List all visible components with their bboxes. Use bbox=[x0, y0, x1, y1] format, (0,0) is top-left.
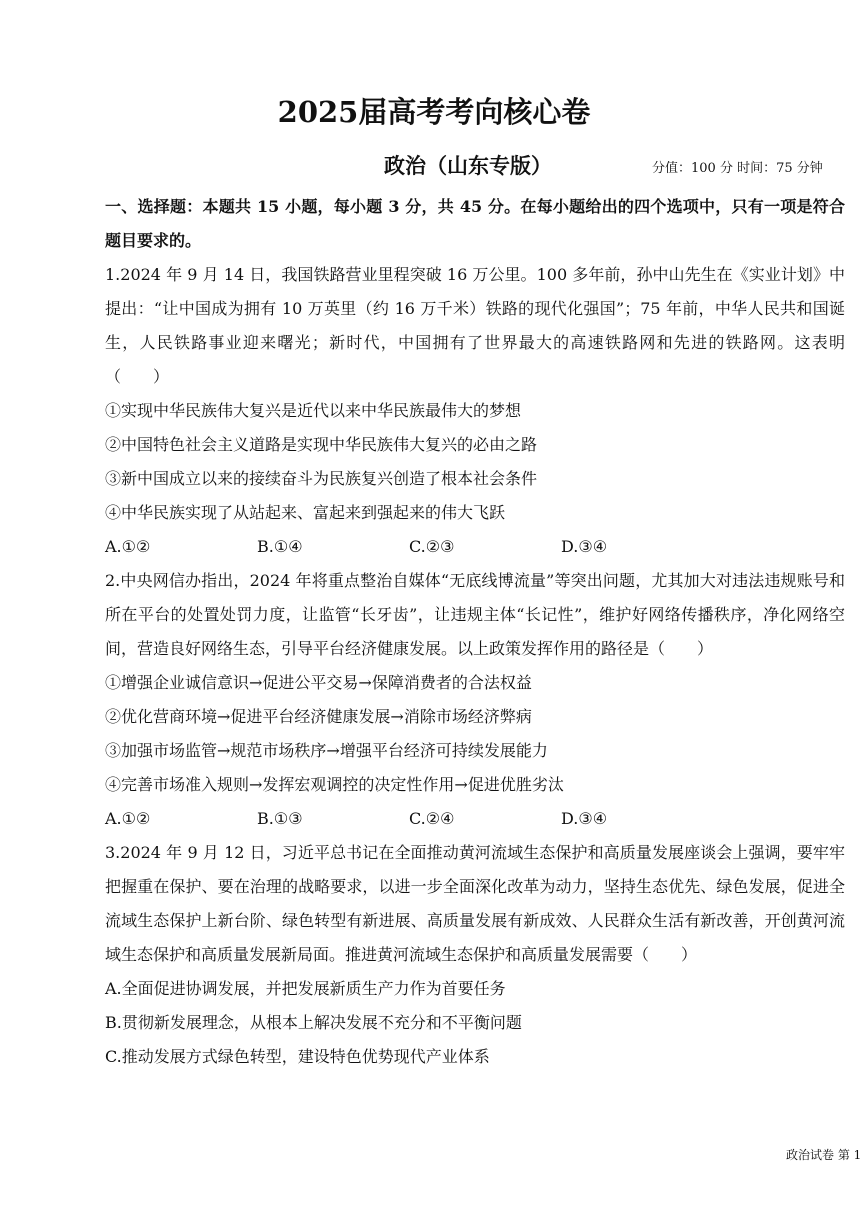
exam-content bbox=[105, 190, 845, 1074]
question-1-item: ④中华民族实现了从站起来、富起来到强起来的伟大飞跃 bbox=[105, 503, 506, 522]
question-2-item: ③加强市场监管→规范市场秩序→增强平台经济可持续发展能力 bbox=[105, 741, 548, 760]
section-heading: 一、选择题：本题共 15 小题，每小题 3 分，共 45 分。在每小题给出的四个选项中，只有一项是符合题目要求的。 bbox=[105, 197, 845, 250]
option-b: B.①③ bbox=[257, 809, 303, 828]
option-c: C.②③ bbox=[409, 537, 455, 556]
question-3-option-b: B.贯彻新发展理念，从根本上解决发展不充分和不平衡问题 bbox=[105, 1013, 522, 1032]
question-3-option-a: A.全面促进协调发展，并把发展新质生产力作为首要任务 bbox=[105, 979, 506, 998]
question-1-item: ③新中国成立以来的接续奋斗为民族复兴创造了根本社会条件 bbox=[105, 469, 538, 488]
question-1-options bbox=[105, 530, 845, 564]
option-b: B.①④ bbox=[257, 537, 303, 556]
option-a: A.①② bbox=[105, 537, 151, 556]
exam-title: 2025届高考考向核心卷 bbox=[277, 95, 591, 129]
question-2-stem: 2.中央网信办指出，2024 年将重点整治自媒体“无底线博流量”等突出问题，尤其加大对违法违规账号和所在平台的处置处罚力度，让监管“长牙齿”，让违规主体“长记性”，维护好网络传播秩序，净化网络空间，营造良好网络生态，引导平台经济健康发展。以上政策发挥作用的路径是（ ） bbox=[105, 571, 845, 658]
option-c: C.②④ bbox=[409, 809, 455, 828]
question-3-stem: 3.2024 年 9 月 12 日，习近平总书记在全面推动黄河流域生态保护和高质量发展座谈会上强调，要牢牢把握重在保护、要在治理的战略要求，以进一步全面深化改革为动力，坚持生态优先、绿色发展，促进全流域生态保护上新台阶、绿色转型有新进展、高质量发展有新成效、人民群众生活有新改善，开创黄河流域生态保护和高质量发展新局面。推进黄河流域生态保护和高质量发展需要（ ） bbox=[105, 843, 845, 964]
option-d: D.③④ bbox=[561, 537, 608, 556]
question-2-item: ④完善市场准入规则→发挥宏观调控的决定性作用→促进优胜劣汰 bbox=[105, 775, 564, 794]
score-time-info: 分值：100 分 时间：75 分钟 bbox=[652, 161, 823, 176]
exam-subject: 政治（山东专版） bbox=[384, 153, 552, 178]
question-2-options bbox=[105, 802, 845, 836]
question-3-option-c: C.推动发展方式绿色转型，建设特色优势现代产业体系 bbox=[105, 1047, 490, 1066]
question-1-stem: 1.2024 年 9 月 14 日，我国铁路营业里程突破 16 万公里。100 多年前，孙中山先生在《实业计划》中提出：“让中国成为拥有 10 万英里（约 16 万千米）铁路的现代化强国”；75 年前，中华人民共和国诞生，人民铁路事业迎来曙光；新时代，中国拥有了世界最大的高速铁路网和先进的铁路网。这表明（ ） bbox=[105, 265, 845, 386]
question-1-item: ②中国特色社会主义道路是实现中华民族伟大复兴的必由之路 bbox=[105, 435, 538, 454]
option-d: D.③④ bbox=[561, 809, 608, 828]
question-2-item: ①增强企业诚信意识→促进公平交易→保障消费者的合法权益 bbox=[105, 673, 532, 692]
page-footer: 政治试卷 第 1 bbox=[786, 1148, 862, 1162]
question-2-item: ②优化营商环境→促进平台经济健康发展→消除市场经济弊病 bbox=[105, 707, 532, 726]
option-a: A.①② bbox=[105, 809, 151, 828]
question-1-item: ①实现中华民族伟大复兴是近代以来中华民族最伟大的梦想 bbox=[105, 401, 522, 420]
